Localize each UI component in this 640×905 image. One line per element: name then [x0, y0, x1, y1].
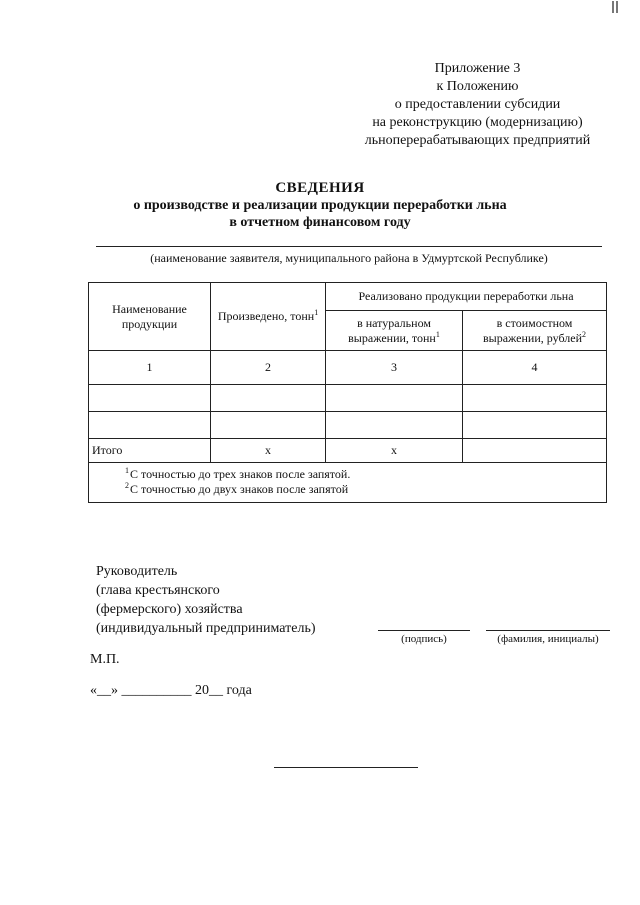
header-realized: Реализовано продукции переработки льна: [326, 283, 607, 311]
signature-line[interactable]: [378, 630, 470, 631]
total-produced: х: [211, 439, 326, 463]
table-row: [89, 385, 607, 412]
signer-line: Руководитель: [96, 564, 178, 579]
table-cell[interactable]: [211, 412, 326, 439]
total-label: Итого: [89, 439, 211, 463]
column-number: 3: [326, 351, 463, 385]
header-product-name: Наименование продукции: [89, 283, 211, 351]
title-line-3: в отчетном финансовом году: [229, 215, 411, 230]
signer-line: (глава крестьянского: [96, 583, 220, 598]
title-line-1: СВЕДЕНИЯ: [275, 180, 365, 196]
footnotes: [89, 463, 607, 503]
table-cell[interactable]: [326, 385, 463, 412]
column-number: 1: [89, 351, 211, 385]
signature-caption: (подпись): [401, 633, 447, 645]
header-produced: Произведено, тонн$^1$: [211, 283, 326, 351]
document-title: [80, 180, 560, 231]
table-cell[interactable]: [211, 385, 326, 412]
total-value[interactable]: [463, 439, 607, 463]
applicant-name-line: [96, 246, 602, 247]
appendix-header: [330, 60, 625, 150]
table-cell[interactable]: [326, 412, 463, 439]
table-cell[interactable]: [89, 412, 211, 439]
appendix-line: Приложение 3: [434, 61, 521, 76]
date-line[interactable]: «__» __________ 20__ года: [90, 683, 252, 698]
stamp-place: М.П.: [90, 652, 120, 667]
title-line-2: о производстве и реализации продукции переработки льна: [133, 198, 507, 213]
signer-block: [96, 562, 316, 638]
footnote-2: $^2$ С точностью до двух знаков после запятой: [125, 481, 349, 496]
appendix-line: о предоставлении субсидии: [394, 97, 561, 112]
table-cell[interactable]: [463, 385, 607, 412]
column-number: 4: [463, 351, 607, 385]
name-line[interactable]: [486, 630, 610, 631]
name-caption: (фамилия, инициалы): [497, 633, 599, 645]
footnotes-row: [89, 463, 607, 503]
appendix-line: льноперерабатывающих предприятий: [364, 133, 591, 148]
appendix-line: на реконструкцию (модернизацию): [372, 115, 583, 130]
production-table: [88, 282, 607, 503]
total-row: [89, 439, 607, 463]
table-row: [89, 412, 607, 439]
header-natural-units: в натуральном выражении, тонн$^1$: [326, 311, 463, 351]
signer-line: (индивидуальный предприниматель): [96, 621, 316, 636]
appendix-line: к Положению: [436, 79, 519, 94]
footnote-1: $^1$ С точностью до трех знаков после запятой.: [125, 466, 351, 481]
column-numbers-row: [89, 351, 607, 385]
table-cell[interactable]: [463, 412, 607, 439]
applicant-caption: (наименование заявителя, муниципального района в Удмуртской Республике): [150, 251, 548, 265]
header-value-rubles: в стоимостном выражении, рублей$^2$: [463, 311, 607, 351]
signer-line: (фермерского) хозяйства: [96, 602, 243, 617]
table-cell[interactable]: [89, 385, 211, 412]
bottom-separator: [274, 767, 418, 768]
total-natural: х: [326, 439, 463, 463]
scan-mark: [612, 0, 622, 14]
column-number: 2: [211, 351, 326, 385]
